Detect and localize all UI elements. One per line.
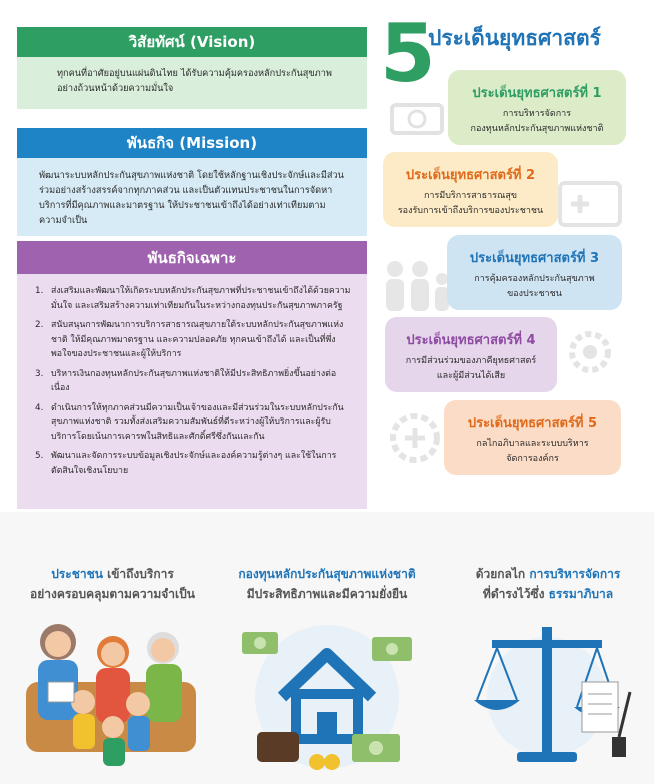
vision-title: วิสัยทัศน์ (Vision) <box>17 27 367 57</box>
item-number: 4. <box>35 402 44 413</box>
issue-desc-line2: กองทุนหลักประกันสุขภาพแห่งชาติ <box>470 124 604 134</box>
vision-text: ทุกคนที่อาศัยอยู่บนแผ่นดินไทย ได้รับความคุ้มครองหลักประกันสุขภาพอย่างถ้วนหน้าด้วยความมั่นใจ <box>17 57 367 109</box>
medical-card-icon <box>555 175 625 230</box>
item-text: พัฒนาและจัดการระบบข้อมูลเชิงประจักษ์และองค์ความรู้ต่างๆ และใช้ในการตัดสินใจเชิงนโยบาย <box>51 451 337 476</box>
issue-desc-line2: ของประชาชน <box>507 289 562 299</box>
goal-highlight: ธรรมาภิบาล <box>548 587 614 601</box>
goal-highlight: การบริหารจัดการ <box>529 567 621 581</box>
house-money-illustration <box>232 612 422 777</box>
issue-title: ประเด็นยุทธศาสตร์ที่ 3 <box>469 251 600 266</box>
list-item <box>35 401 351 445</box>
medical-gear-icon <box>385 408 445 468</box>
goal-text: ที่ดำรงไว้ซึ่ง <box>482 587 549 601</box>
list-item <box>35 284 351 313</box>
money-icon <box>388 95 448 145</box>
mission-section <box>17 128 367 236</box>
goal-good-governance <box>448 564 648 604</box>
issue-desc-line2: จัดการองค์กร <box>506 454 559 464</box>
strategy-title: ประเด็นยุทธศาสตร์ <box>428 26 601 50</box>
strategic-issue-3 <box>447 235 622 310</box>
family-illustration <box>18 612 208 772</box>
issue-desc-line1: การมีส่วนร่วมของภาคียุทธศาสตร์ <box>405 356 537 366</box>
issue-desc-line1: การคุ้มครองหลักประกันสุขภาพ <box>474 274 595 284</box>
list-item <box>35 367 351 396</box>
goal-highlight: ประชาชน <box>51 567 103 581</box>
specific-mission-title: พันธกิจเฉพาะ <box>17 241 367 274</box>
strategic-issue-2 <box>383 152 558 227</box>
goal-text: อย่างครอบคลุมตามความจำเป็น <box>30 587 195 601</box>
strategic-issue-1 <box>448 70 626 145</box>
issue-desc-line2: รองรับการเข้าถึงบริการของประชาชน <box>397 206 544 216</box>
item-text: ส่งเสริมและพัฒนาให้เกิดระบบหลักประกันสุขภาพที่ประชาชนเข้าถึงได้ด้วยความมั่นใจ และเสริมสร้างความเท่าเทียมกันในระหว่างกองทุนประกันสุขภาพภาครัฐ <box>51 286 351 311</box>
issue-title: ประเด็นยุทธศาสตร์ที่ 2 <box>405 168 536 183</box>
goal-text: เข้าถึงบริการ <box>102 567 174 581</box>
strategic-issue-4 <box>385 317 557 392</box>
list-item <box>35 318 351 362</box>
issue-desc-line1: การมีบริการสาธารณสุข <box>423 191 518 201</box>
item-number: 3. <box>35 368 44 379</box>
gears-icon <box>560 320 630 385</box>
issue-desc-line1: การบริหารจัดการ <box>502 109 572 119</box>
item-text: สนับสนุนการพัฒนาการบริการสาธารณสุขภายใต้ระบบหลักประกันสุขภาพแห่งชาติ ให้มีคุณภาพมาตรฐาน และความปลอดภัย ทุกคนเข้าถึงได้ และเป็นที่พึ่งพอใจของประชาชนและผู้ให้บริการ <box>51 320 344 359</box>
people-icon <box>380 255 450 315</box>
goal-fund-efficiency <box>222 564 432 604</box>
goal-people-access <box>20 564 205 604</box>
item-number: 1. <box>35 286 44 296</box>
specific-mission-body <box>17 274 367 509</box>
item-number: 2. <box>35 320 44 330</box>
justice-scale-illustration <box>462 612 642 777</box>
goal-text: ด้วยกลไก <box>475 567 530 581</box>
item-text: บริหารเงินกองทุนหลักประกันสุขภาพแห่งชาติให้มีประสิทธิภาพยิ่งขึ้นอย่างต่อเนื่อง <box>51 368 337 393</box>
specific-mission-list <box>35 284 351 478</box>
issue-desc-line2: และผู้มีส่วนได้เสีย <box>436 371 506 381</box>
strategic-issue-5 <box>444 400 621 475</box>
issue-title: ประเด็นยุทธศาสตร์ที่ 1 <box>472 86 602 101</box>
item-text: ดำเนินการให้ทุกภาคส่วนมีความเป็นเจ้าของและมีส่วนร่วมในระบบหลักประกันสุขภาพแห่งชาติ รวมทั้งส่งเสริมความสัมพันธ์ที่ดีระหว่างผู้ให้บริการและผู้รับบริการโดยเน้นการเคารพในสิทธิและศักดิ์ศรีซึ่งกันและกัน <box>51 402 344 442</box>
goal-highlight: กองทุนหลักประกันสุขภาพแห่งชาติ <box>238 567 416 581</box>
vision-section <box>17 27 367 109</box>
specific-mission-section <box>17 241 367 509</box>
strategy-number: 5 <box>380 7 436 100</box>
goal-text: มีประสิทธิภาพและมีความยั่งยืน <box>246 587 408 601</box>
mission-text: พัฒนาระบบหลักประกันสุขภาพแห่งชาติ โดยใช้หลักฐานเชิงประจักษ์และมีส่วนร่วมอย่างสร้างสรรค์จากทุกภาคส่วน และเป็นตัวแทนประชาชนในการจัดหาบริการที่มีคุณภาพและมาตรฐาน ให้ประชาชนเข้าถึงได้อย่างเท่าเทียมตามความจำเป็น <box>17 158 367 236</box>
issue-title: ประเด็นยุทธศาสตร์ที่ 5 <box>467 416 598 431</box>
issue-desc-line1: กลไกอภิบาลและระบบบริหาร <box>476 439 589 449</box>
mission-title: พันธกิจ (Mission) <box>17 128 367 158</box>
issue-title: ประเด็นยุทธศาสตร์ที่ 4 <box>406 333 536 348</box>
item-number: 5. <box>35 451 44 461</box>
list-item <box>35 449 351 478</box>
